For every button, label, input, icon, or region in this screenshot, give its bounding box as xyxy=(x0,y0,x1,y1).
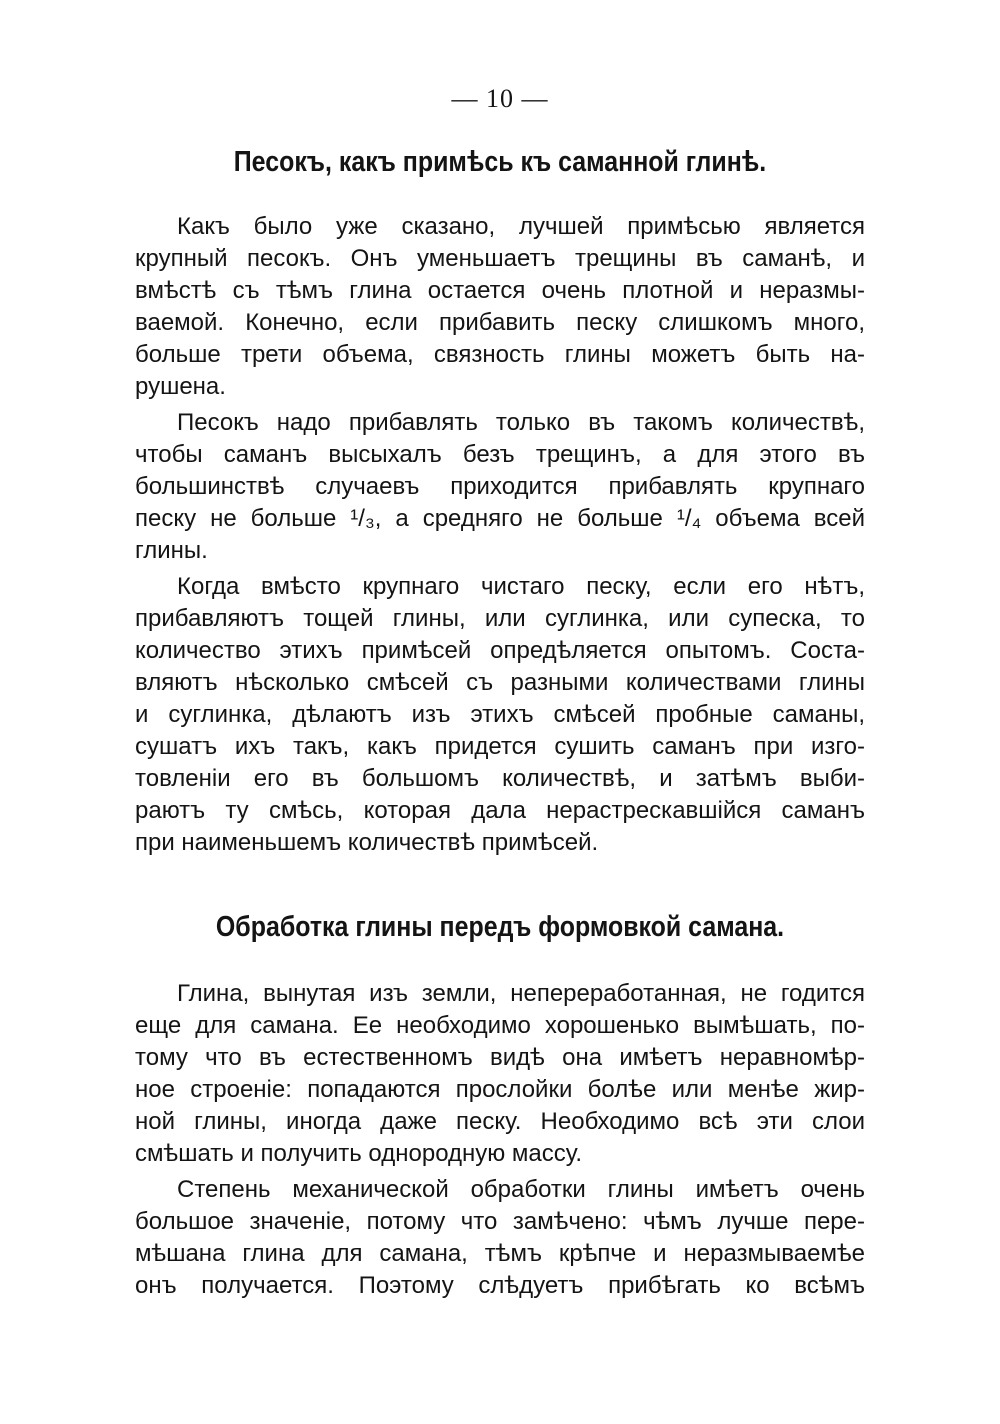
text-line: ваемой. Конечно, если прибавить песку слишкомъ много, xyxy=(135,309,865,336)
text-line: Когда вмѣсто крупнаго чистаго песку, если его нѣтъ, xyxy=(177,573,865,600)
text-line: при наименьшемъ количествѣ примѣсей. xyxy=(135,829,599,856)
text-line: глины. xyxy=(135,537,208,564)
text-line: тому что въ естественномъ видѣ она имѣетъ неравномѣр- xyxy=(135,1044,865,1071)
text-line: раютъ ту смѣсь, которая дала нерастрескавшійся саманъ xyxy=(135,797,865,824)
text-line: товленіи его въ большомъ количествѣ, и затѣмъ выби- xyxy=(135,765,865,792)
text-line: Песокъ надо прибавлять только въ такомъ количествѣ, xyxy=(177,409,865,436)
section-heading-sand: Песокъ, какъ примѣсь къ саманной глинѣ. xyxy=(233,146,767,178)
section-body-sand xyxy=(135,211,865,863)
section-body-clay-processing xyxy=(135,978,865,1306)
text-line: онъ получается. Поэтому слѣдуетъ прибѣгать ко всѣмъ xyxy=(135,1272,865,1299)
text-line: крупный песокъ. Онъ уменьшаетъ трещины въ саманѣ, и xyxy=(135,245,865,272)
text-line: Глина, вынутая изъ земли, непереработанная, не годится xyxy=(177,980,865,1007)
text-line: песку не больше ¹/₃, а средняго не больше ¹/₄ объема всей xyxy=(135,505,865,532)
text-line: больше трети объема, связность глины можетъ быть на- xyxy=(135,341,865,368)
paragraph xyxy=(135,211,865,403)
text-line: чтобы саманъ высыхалъ безъ трещинъ, а для этого въ xyxy=(135,441,865,468)
text-line: вляютъ нѣсколько смѣсей съ разными количествами глины xyxy=(135,669,865,696)
text-line: вмѣстѣ съ тѣмъ глина остается очень плотной и неразмы- xyxy=(135,277,865,304)
text-line: Степень механической обработки глины имѣетъ очень xyxy=(177,1176,865,1203)
text-line: большинствѣ случаевъ приходится прибавлять крупнаго xyxy=(135,473,865,500)
section-heading-clay-processing: Обработка глины передъ формовкой самана. xyxy=(215,911,785,943)
text-line: большое значеніе, потому что замѣчено: чѣмъ лучше пере- xyxy=(135,1208,865,1235)
paragraph xyxy=(135,407,865,567)
text-line: и суглинка, дѣлаютъ изъ этихъ смѣсей пробные саманы, xyxy=(135,701,865,728)
text-line: мѣшана глина для самана, тѣмъ крѣпче и неразмываемѣе xyxy=(135,1240,865,1267)
text-line: Какъ было уже сказано, лучшей примѣсью является xyxy=(177,213,865,240)
paragraph xyxy=(135,978,865,1170)
text-line: ное строеніе: попадаются прослойки болѣе или менѣе жир- xyxy=(135,1076,865,1103)
text-line: рушена. xyxy=(135,373,226,400)
paragraph xyxy=(135,571,865,859)
paragraph xyxy=(135,1174,865,1302)
text-line: ной глины, иногда даже песку. Необходимо всѣ эти слои xyxy=(135,1108,865,1135)
text-line: сушатъ ихъ такъ, какъ придется сушить саманъ при изго- xyxy=(135,733,865,760)
text-line: еще для самана. Ее необходимо хорошенько вымѣшать, по- xyxy=(135,1012,865,1039)
text-line: смѣшать и получить однородную массу. xyxy=(135,1140,583,1167)
text-line: количество этихъ примѣсей опредѣляется опытомъ. Соста- xyxy=(135,637,865,664)
text-line: прибавляютъ тощей глины, или суглинка, или супеска, то xyxy=(135,605,865,632)
page-number: — 10 — xyxy=(451,84,549,113)
